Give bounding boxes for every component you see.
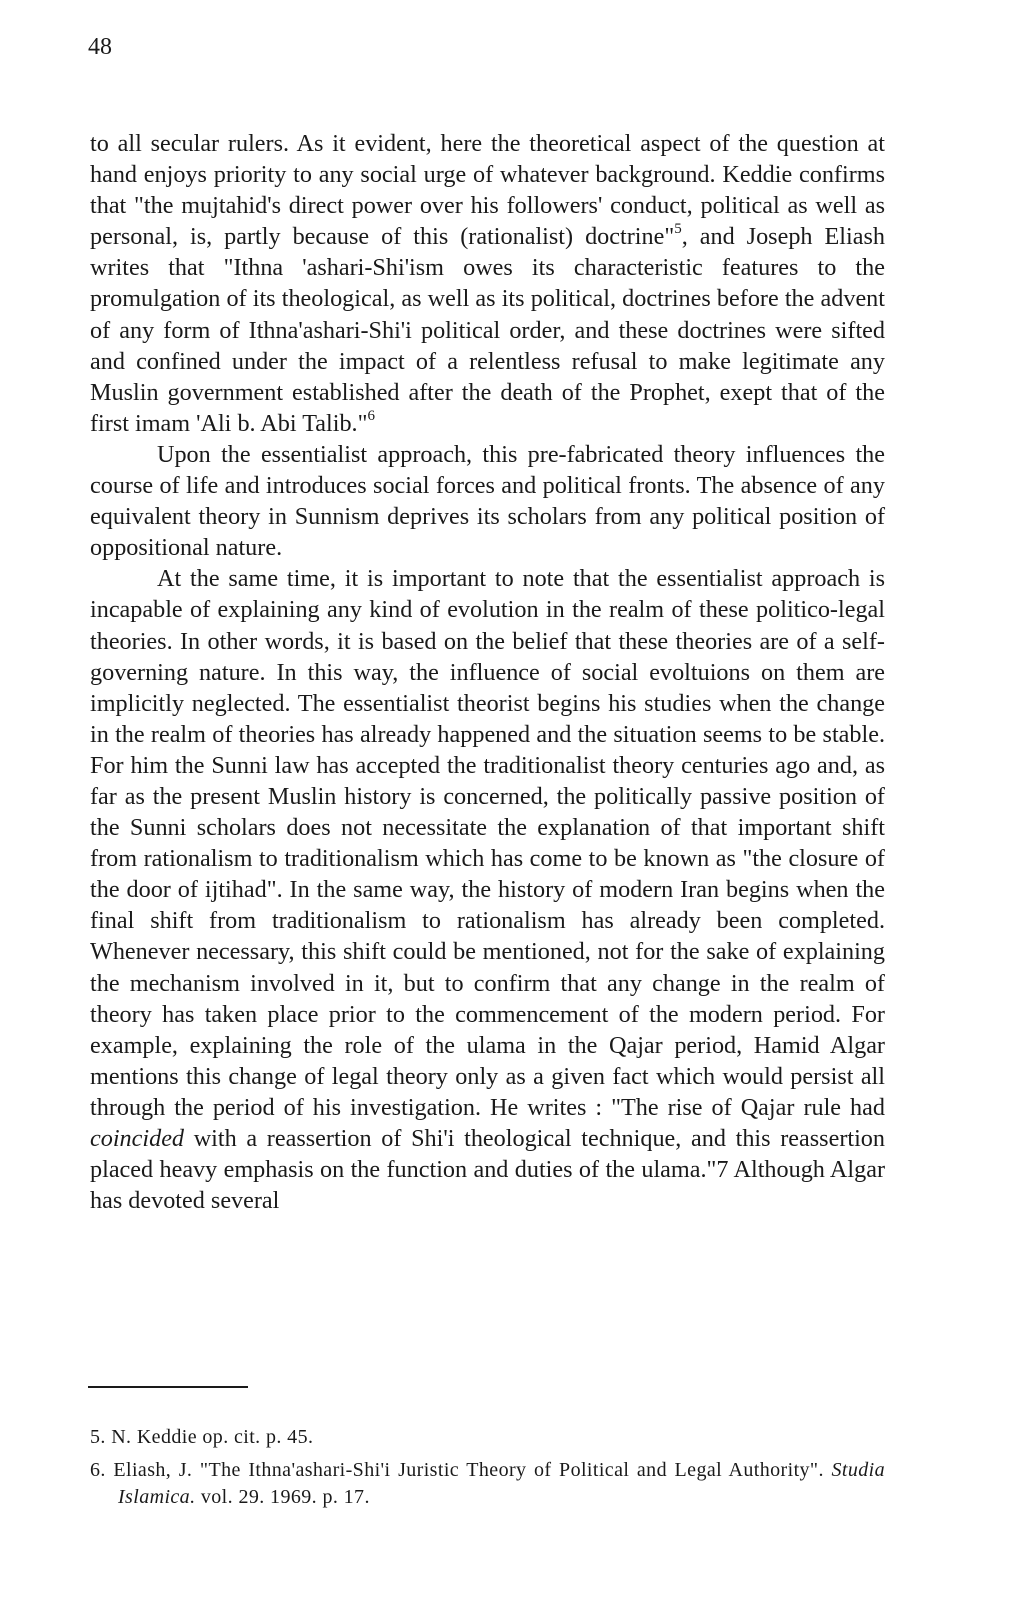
footnote-6-journal: Studia Islamica. <box>118 1459 885 1508</box>
paragraph-3-text-a: At the same time, it is important to note that the essentialist approach is incapable of explaining any kind of evolution in the realm of these politico-legal theories. In other words, it is based on the belief that these theories are of a self-governing nature. In this way, the influence of social evoltuions on them are implicitly neglected. The essentialist theorist begins his studies when the change in the realm of theories has already happened and the situation seems to be stable. For him the Sunni law has accepted the traditionalist theory centuries ago and, as far as the present Muslin history is concerned, the politically passive position of the Sunni scholars does not necessitate the explanation of that important shift from rationalism to traditionalism which has come to be known as "the closure of the door of ijtihad". In the same way, the history of modern Iran begins when the final shift from traditionalism to rationalism has already been completed. Whenever necessary, this shift could be mentioned, not for the sake of explaining the mechanism involved in it, but to confirm that any change in the realm of theory has taken place prior to the commencement of the modern period. For example, explaining the role of the ulama in the Qajar period, Hamid Algar mentions this change of legal theory only as a given fact which would persist all through the period of his investigation. He writes : "The rise of Qajar rule had <box>90 565 885 1121</box>
page-number: 48 <box>88 34 112 60</box>
paragraph-1-text-b: , and Joseph Eliash writes that "Ithna 'ashari-Shi'ism owes its characteristic features to the promulgation of its theological, as well as its political, doctrines before the advent of any form of Ithna'ashari-Shi'i political order, and these doctrines were sifted and confined under the impact of a relentless refusal to make legitimate any Muslin government established after the death of the Prophet, exept that of the first imam 'Ali b. Abi Talib." <box>90 223 885 437</box>
paragraph-3-italic: coincided <box>90 1125 185 1152</box>
footnote-6-text-a: 6. Eliash, J. "The Ithna'ashari-Shi'i Juristic Theory of Political and Legal Authority". <box>90 1459 832 1481</box>
footnote-6-text-b: vol. 29. 1969. p. 17. <box>195 1486 370 1508</box>
footnote-ref-6: 6 <box>367 407 375 424</box>
footnote-divider <box>88 1386 248 1388</box>
paragraph-3 <box>90 563 885 1216</box>
footnote-6 <box>90 1457 885 1511</box>
footnote-ref-5: 5 <box>674 221 682 238</box>
paragraph-1-text-a: to all secular rulers. As it evident, here the theoretical aspect of the question at hand enjoys priority to any social urge of whatever background. Keddie confirms that "the mujtahid's direct power over his followers' conduct, political as well as personal, is, partly because of this (rationalist) doctrine" <box>90 130 885 251</box>
paragraph-3-text-b: with a reassertion of Shi'i theological technique, and this reassertion placed heavy emphasis on the function and duties of the ulama."7 Although Algar has devoted several <box>90 1125 885 1215</box>
footnotes <box>90 1424 885 1519</box>
body-text <box>90 128 885 1216</box>
footnote-5: 5. N. Keddie op. cit. p. 45. <box>90 1426 314 1448</box>
paragraph-2: Upon the essentialist approach, this pre-fabricated theory influences the course of life and introduces social forces and political fronts. The absence of any equivalent theory in Sunnism deprives its scholars from any political position of oppositional nature. <box>90 440 885 562</box>
paragraph-1 <box>90 128 885 439</box>
